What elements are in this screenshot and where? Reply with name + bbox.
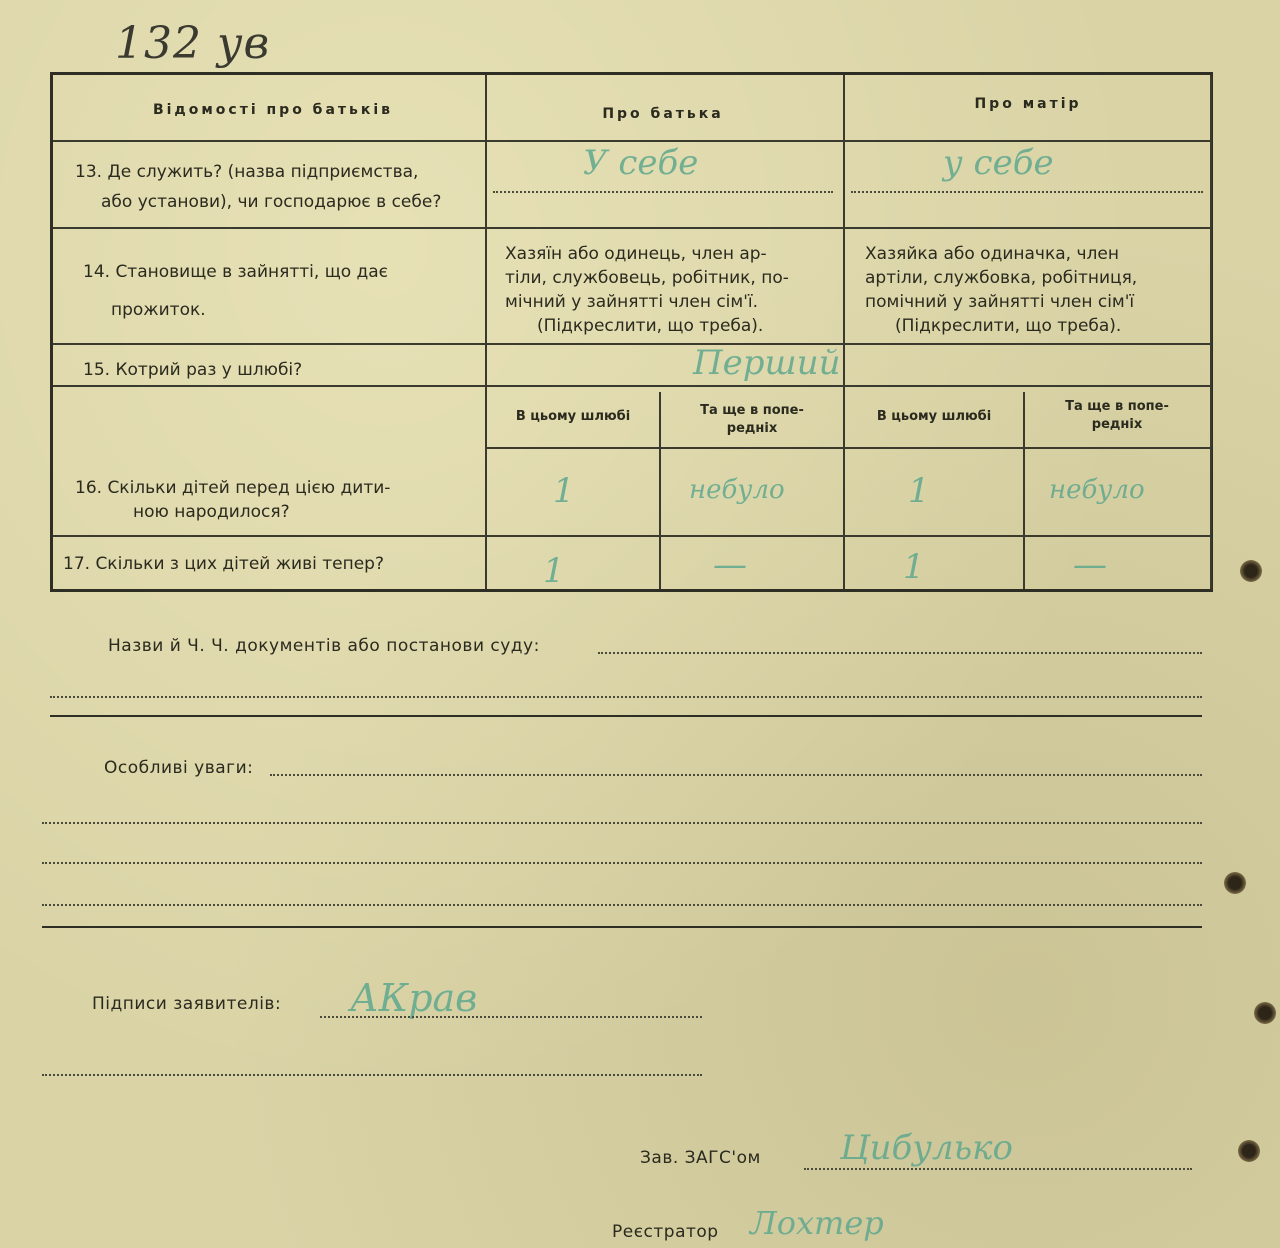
documents-line <box>50 696 1202 698</box>
binding-hole <box>1224 872 1246 894</box>
column-divider <box>1210 75 1212 589</box>
section-divider <box>50 715 1202 717</box>
binding-hole <box>1240 560 1262 582</box>
answer-line <box>851 191 1203 193</box>
answer-line <box>493 191 833 193</box>
subheader-father-this-marriage: В цьому шлюбі <box>515 409 631 424</box>
row-divider <box>485 447 1210 449</box>
row14-father-line1: Хазяїн або одинець, член ар- <box>505 244 767 264</box>
row14-mother-line3: помічний у зайнятті член сім'ї <box>865 292 1135 312</box>
row-divider <box>53 535 1210 537</box>
row14-question-line1: 14. Становище в зайнятті, що дає <box>83 262 389 282</box>
sub-column-divider <box>1023 392 1025 589</box>
subheader-father-prev-line2: редніх <box>726 421 778 436</box>
applicant-signature: АКрав <box>350 976 478 1020</box>
parents-info-table <box>50 72 1213 592</box>
row13-father-answer: У себе <box>583 143 699 183</box>
row15-question: 15. Котрий раз у шлюбі? <box>83 360 303 380</box>
registrar-signature: Лохтер <box>750 1204 884 1242</box>
row14-mother-line2: артіли, службовка, робітниця, <box>865 268 1138 288</box>
row-divider <box>53 385 1210 387</box>
column-divider <box>485 75 487 589</box>
documents-label: Назви й Ч. Ч. документів або постанови суду: <box>108 636 540 656</box>
documents-line <box>598 652 1202 654</box>
row16-question-line1: 16. Скільки дітей перед цією дити- <box>75 478 391 498</box>
column-divider <box>843 75 845 589</box>
row14-father-line2: тіли, службовець, робітник, по- <box>505 268 789 288</box>
row13-mother-answer: у себе <box>943 143 1054 183</box>
row17-mother-prev: — <box>1073 545 1107 585</box>
remarks-line <box>270 774 1202 776</box>
row17-mother-this: 1 <box>903 547 925 587</box>
binding-hole <box>1254 1002 1276 1024</box>
remarks-label: Особливі уваги: <box>104 758 254 778</box>
signatures-label: Підписи заявителів: <box>92 994 282 1014</box>
row13-question-line2: або установи), чи господарює в себе? <box>101 192 442 212</box>
row14-father-line4: (Підкреслити, що треба). <box>537 316 764 336</box>
row-divider <box>53 227 1210 229</box>
header-parents-info: Відомості про батьків <box>152 102 394 118</box>
binding-hole <box>1238 1140 1260 1162</box>
signature-line <box>42 1074 702 1076</box>
row14-mother-line4: (Підкреслити, що треба). <box>895 316 1122 336</box>
row16-question-line2: ною народилося? <box>133 502 290 522</box>
sub-column-divider <box>659 392 661 589</box>
row17-question: 17. Скільки з цих дітей живі тепер? <box>63 554 384 574</box>
subheader-mother-this-marriage: В цьому шлюбі <box>876 409 992 424</box>
subheader-father-prev-line1: Та ще в попе- <box>700 403 804 418</box>
row16-mother-this: 1 <box>908 471 930 511</box>
page-number: 132 ув <box>115 18 271 69</box>
row15-answer: Перший <box>693 343 841 383</box>
row14-question-line2: прожиток. <box>111 300 206 320</box>
section-divider <box>42 926 1202 928</box>
subheader-mother-prev-line1: Та ще в попе- <box>1065 399 1169 414</box>
registrar-label: Реєстратор <box>612 1222 719 1242</box>
row-divider <box>53 343 1210 345</box>
row16-father-this: 1 <box>553 471 575 511</box>
subheader-mother-prev-line2: редніх <box>1091 417 1143 432</box>
signature-line <box>320 1016 702 1018</box>
zags-signature: Цибулько <box>840 1128 1013 1168</box>
row17-father-prev: — <box>713 545 747 585</box>
remarks-line <box>42 822 1202 824</box>
header-father: Про батька <box>602 106 724 122</box>
row14-mother-line1: Хазяйка або одиначка, член <box>865 244 1119 264</box>
remarks-line <box>42 862 1202 864</box>
zags-label: Зав. ЗАГС'ом <box>640 1148 761 1168</box>
row14-father-line3: мічний у зайнятті член сім'ї. <box>505 292 759 312</box>
row17-father-this: 1 <box>543 551 565 591</box>
zags-signature-line <box>804 1168 1192 1170</box>
row16-father-prev: небуло <box>689 475 785 505</box>
header-mother: Про матір <box>974 96 1082 112</box>
row16-mother-prev: небуло <box>1049 475 1145 505</box>
row-divider <box>53 140 1210 142</box>
row13-question-line1: 13. Де служить? (назва підприємства, <box>75 162 419 182</box>
remarks-line <box>42 904 1202 906</box>
